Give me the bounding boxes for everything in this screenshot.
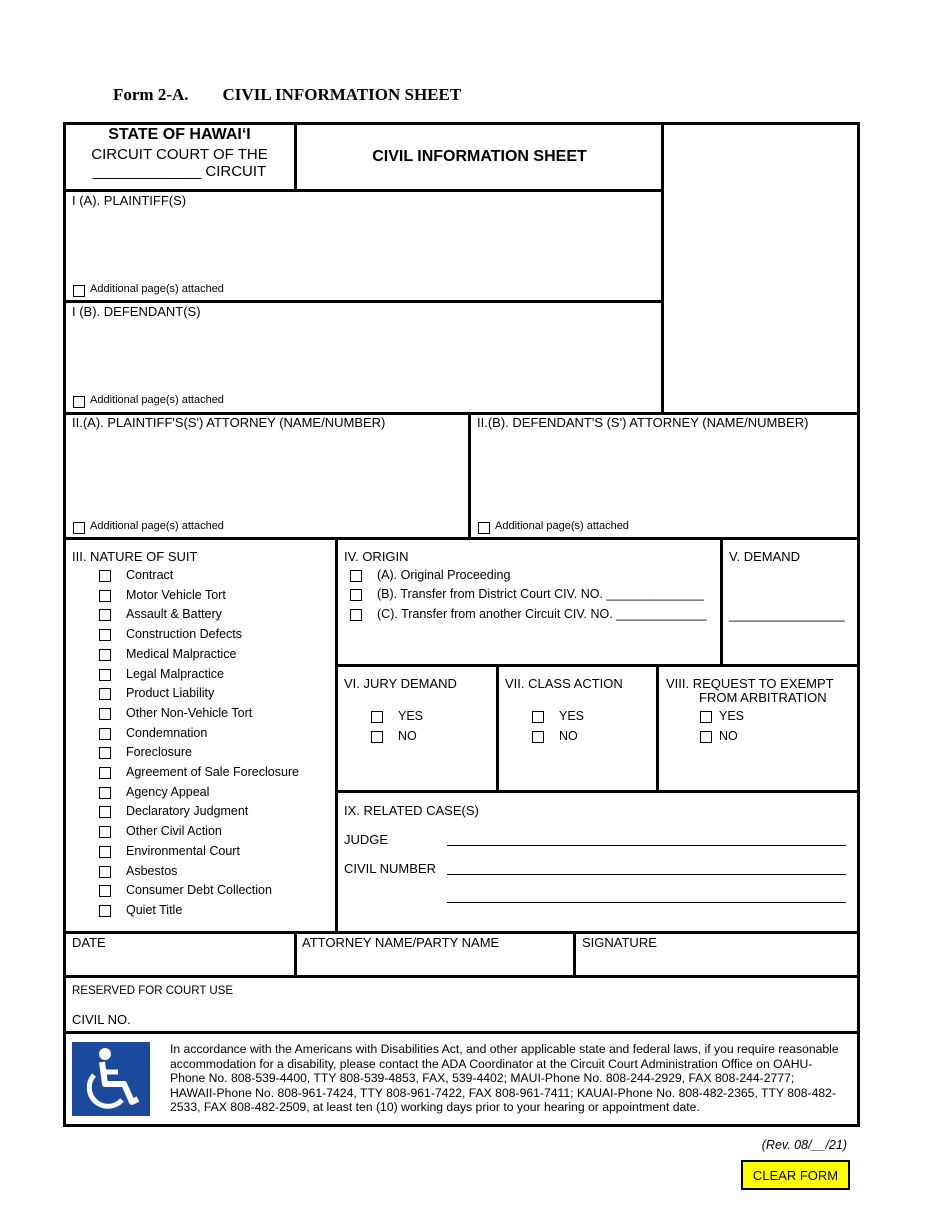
wheelchair-accessibility-icon [72, 1042, 150, 1116]
nature-of-suit-option-label: Agreement of Sale Foreclosure [126, 765, 300, 779]
nature-of-suit-option-label: Quiet Title [126, 902, 183, 917]
checkbox[interactable] [99, 826, 111, 838]
frame-bottom [63, 1124, 860, 1127]
divider [335, 664, 860, 667]
checkbox[interactable] [99, 885, 111, 897]
divider [63, 1031, 860, 1034]
judge-field[interactable] [447, 845, 846, 846]
checkbox-label: Additional page(s) attached [90, 283, 224, 295]
divider [573, 931, 576, 978]
court-use-label: RESERVED FOR COURT USE [72, 985, 234, 997]
nature-of-suit-option-label: Foreclosure [126, 745, 192, 760]
demand-field[interactable]: ________________ [729, 607, 845, 622]
checkbox[interactable] [99, 649, 111, 661]
nature-of-suit-option-label: Agency Appeal [126, 784, 210, 799]
civil-number-label: CIVIL NUMBER [344, 861, 436, 876]
nature-of-suit-option-label: Assault & Battery [126, 607, 222, 622]
checkbox-label: NO [398, 729, 417, 743]
checkbox[interactable] [99, 806, 111, 818]
divider [63, 931, 860, 934]
frame-top [63, 122, 860, 125]
checkbox-label: NO [719, 729, 738, 743]
origin-option-label: (A). Original Proceeding [377, 568, 511, 582]
checkbox[interactable] [73, 396, 85, 408]
plaintiff-label: I (A). PLAINTIFF(S) [72, 193, 187, 208]
civil-number-field[interactable] [447, 874, 846, 875]
nature-of-suit-option-label: Condemnation [126, 725, 208, 740]
divider [63, 537, 860, 540]
jury-demand-heading: VI. JURY DEMAND [344, 676, 457, 691]
form-title [113, 85, 461, 105]
checkbox[interactable] [99, 609, 111, 621]
checkbox-label: Additional page(s) attached [90, 394, 224, 406]
checkbox[interactable] [73, 285, 85, 297]
divider [720, 537, 723, 667]
clear-form-button[interactable]: CLEAR FORM [741, 1160, 850, 1190]
nature-of-suit-option-label: Asbestos [126, 863, 178, 878]
checkbox-label: YES [719, 709, 745, 723]
checkbox[interactable] [99, 629, 111, 641]
checkbox-label: Additional page(s) attached [90, 520, 224, 532]
court-line2: _____________ CIRCUIT [92, 163, 267, 180]
checkbox[interactable] [99, 708, 111, 720]
divider [63, 189, 663, 192]
checkbox[interactable] [99, 669, 111, 681]
divider [496, 664, 499, 793]
checkbox[interactable] [478, 522, 490, 534]
related-cases-heading: IX. RELATED CASE(S) [344, 803, 479, 818]
divider [63, 300, 663, 303]
divider [468, 412, 471, 539]
checkbox[interactable] [99, 866, 111, 878]
divider [294, 931, 297, 978]
nature-of-suit-option-label: Medical Malpractice [126, 646, 237, 661]
sheet-title: CIVIL INFORMATION SHEET [372, 148, 587, 165]
civil-no-label: CIVIL NO. [72, 1012, 131, 1027]
judge-label: JUDGE [344, 832, 389, 847]
class-action-heading: VII. CLASS ACTION [505, 676, 623, 691]
revision-date: (Rev. 08/__/21) [761, 1138, 847, 1152]
origin-heading: IV. ORIGIN [344, 549, 409, 564]
form-heading: CIVIL INFORMATION SHEET [222, 85, 462, 104]
checkbox[interactable] [700, 731, 712, 743]
attorney-name-label: ATTORNEY NAME/PARTY NAME [302, 935, 500, 950]
defendant-attorney-label: II.(B). DEFENDANT'S (S') ATTORNEY (NAME/NUMBER) [477, 415, 809, 430]
checkbox-label: YES [398, 709, 424, 723]
demand-heading: V. DEMAND [729, 549, 801, 564]
checkbox[interactable] [700, 711, 712, 723]
origin-option-label: (C). Transfer from another Circuit CIV. NO. _____________ [377, 607, 707, 621]
checkbox[interactable] [99, 787, 111, 799]
nature-of-suit-option-label: Construction Defects [126, 627, 243, 642]
nature-of-suit-option-label: Other Civil Action [126, 824, 222, 839]
defendant-label: I (B). DEFENDANT(S) [72, 304, 201, 319]
divider [335, 537, 338, 934]
nature-of-suit-option-label: Motor Vehicle Tort [126, 587, 226, 602]
plaintiff-attorney-label: II.(A). PLAINTIFF'S(S') ATTORNEY (NAME/NUMBER) [72, 415, 386, 430]
checkbox[interactable] [99, 590, 111, 602]
checkbox-label: NO [559, 729, 578, 743]
divider [335, 790, 860, 793]
checkbox[interactable] [99, 728, 111, 740]
checkbox[interactable] [99, 570, 111, 582]
signature-label: SIGNATURE [582, 935, 657, 950]
date-label: DATE [72, 935, 106, 950]
nature-of-suit-option-label: Environmental Court [126, 843, 240, 858]
checkbox[interactable] [371, 711, 383, 723]
arbitration-heading-2: FROM ARBITRATION [699, 690, 827, 705]
nature-of-suit-option-label: Consumer Debt Collection [126, 883, 272, 898]
checkbox[interactable] [350, 589, 362, 601]
checkbox-label: YES [559, 709, 585, 723]
court-line1: CIRCUIT COURT OF THE [91, 146, 268, 163]
nature-of-suit-option-label: Declaratory Judgment [126, 804, 249, 819]
arbitration-heading: VIII. REQUEST TO EXEMPT [666, 676, 834, 691]
ada-notice: In accordance with the Americans with Disabilities Act, and other applicable state and federal laws, if you require reasonable accommodation for a disability, please contact the ADA Coordinator at the Circuit Court Administration Office on OAHU-Phone No. 808-539-4400, TTY 808-539-4853, FAX, 539-4402; MAUI-Phone No. 808-244-2929, FAX 808-244-2777; HAWAII-Phone No. 808-961-7424, TTY 808-961-7422, FAX 808-961-7411; KAUAI-Phone No. 808-482-2365, TTY 808-482-2533, FAX 808-482-2509, at least ten (10) working days prior to your hearing or appointment date. [170, 1042, 839, 1114]
nature-of-suit-option-label: Contract [126, 568, 174, 582]
checkbox[interactable] [350, 570, 362, 582]
nature-of-suit-option-label: Product Liability [126, 686, 215, 701]
civil-number-field-2[interactable] [447, 902, 846, 903]
checkbox[interactable] [371, 731, 383, 743]
checkbox[interactable] [99, 767, 111, 779]
checkbox[interactable] [99, 905, 111, 917]
checkbox[interactable] [532, 731, 544, 743]
form-number: Form 2-A. [113, 85, 189, 104]
checkbox[interactable] [99, 688, 111, 700]
checkbox-label: Additional page(s) attached [495, 520, 629, 532]
divider [656, 664, 659, 793]
checkbox[interactable] [350, 609, 362, 621]
checkbox[interactable] [532, 711, 544, 723]
checkbox[interactable] [99, 846, 111, 858]
state-name: STATE OF HAWAIʻI [108, 126, 251, 143]
checkbox[interactable] [73, 522, 85, 534]
divider [63, 975, 860, 978]
nature-of-suit-heading: III. NATURE OF SUIT [72, 549, 198, 564]
nature-of-suit-option-label: Other Non-Vehicle Tort [126, 705, 253, 720]
checkbox[interactable] [99, 747, 111, 759]
nature-of-suit-option-label: Legal Malpractice [126, 666, 224, 681]
origin-option-label: (B). Transfer from District Court CIV. NO. ______________ [377, 587, 704, 601]
